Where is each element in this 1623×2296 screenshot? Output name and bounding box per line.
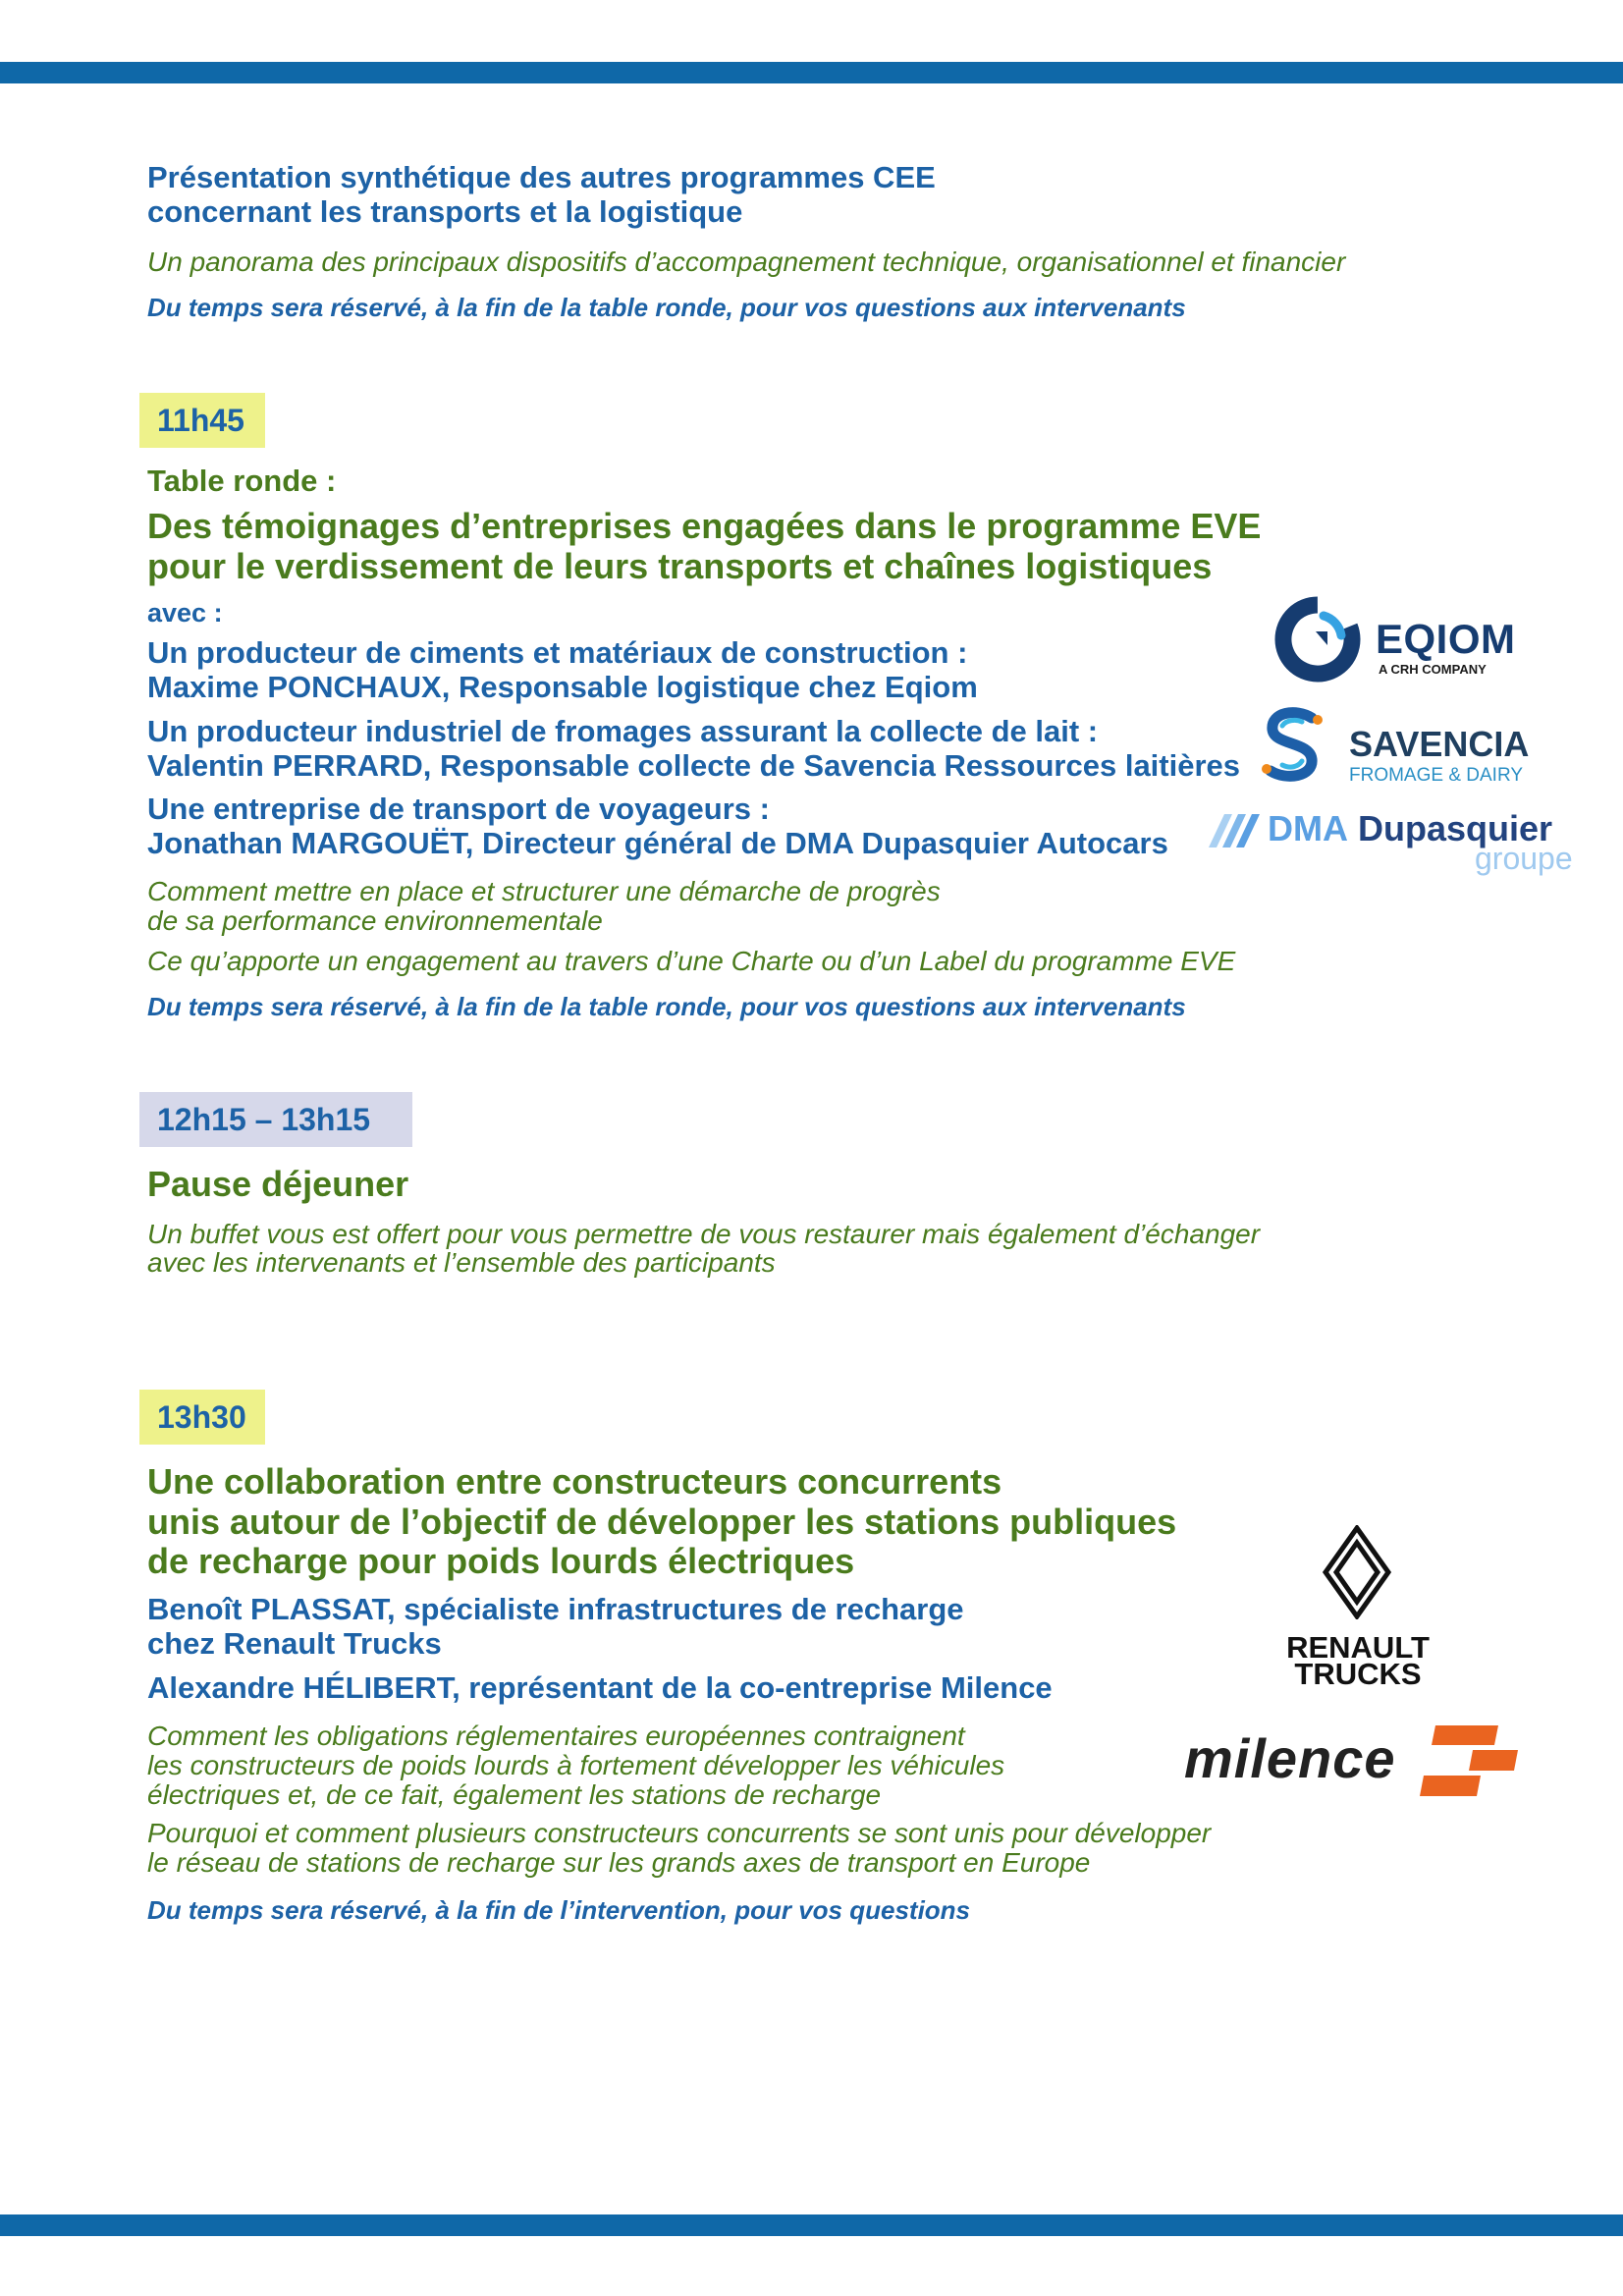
intro-title-line: Présentation synthétique des autres programmes CEE xyxy=(147,160,936,194)
topic-line: le réseau de stations de recharge sur les grands axes de transport en Europe xyxy=(147,1847,1091,1878)
topic-line: Comment les obligations réglementaires européennes contraignent xyxy=(147,1721,965,1751)
eqiom-wordmark: EQIOM xyxy=(1376,616,1516,662)
with-label: avec : xyxy=(147,598,223,628)
speaker-name: Valentin PERRARD, Responsable collecte de Savencia Ressources laitières xyxy=(147,747,1241,783)
topic-line: les constructeurs de poids lourds à fortement développer les véhicules xyxy=(147,1750,1005,1780)
time-badge-1145: 11h45 xyxy=(139,393,265,448)
eqiom-tagline: A CRH COMPANY xyxy=(1379,662,1487,677)
savencia-wordmark: SAVENCIA xyxy=(1349,724,1530,764)
topic-line: électriques et, de ce fait, également les stations de recharge xyxy=(147,1779,882,1810)
savencia-s-icon xyxy=(1253,706,1331,783)
dma-prefix: DMA xyxy=(1268,808,1348,848)
session-1330-title xyxy=(147,1462,1176,1582)
eqiom-ring-icon xyxy=(1274,596,1361,683)
topic-line: de sa performance environnementale xyxy=(147,905,603,936)
session-kicker: Table ronde : xyxy=(147,464,337,498)
session-1330-topic xyxy=(147,1819,1211,1878)
savencia-tagline: FROMAGE & DAIRY xyxy=(1349,765,1524,786)
session-title-line: Une collaboration entre constructeurs concurrents xyxy=(147,1461,1002,1502)
intro-title-line: concernant les transports et la logistique xyxy=(147,193,743,229)
top-brand-bar xyxy=(0,62,1623,83)
topic-line: Comment mettre en place et structurer une démarche de progrès xyxy=(147,876,941,906)
session-1145-questions-note: Du temps sera réservé, à la fin de la table ronde, pour vos questions aux intervenants xyxy=(147,992,1186,1021)
session-1145-topic xyxy=(147,877,941,936)
speaker-line: Alexandre HÉLIBERT, représentant de la co-entreprise Milence xyxy=(147,1670,1053,1705)
speaker-line: chez Renault Trucks xyxy=(147,1625,442,1661)
lunch-title: Pause déjeuner xyxy=(147,1164,409,1204)
lunch-description-line: avec les intervenants et l’ensemble des participants xyxy=(147,1246,776,1278)
session-title-line: pour le verdissement de leurs transports et chaînes logistiques xyxy=(147,545,1213,586)
lunch-description xyxy=(147,1221,1260,1277)
speaker-name: Jonathan MARGOUËT, Directeur général de DMA Dupasquier Autocars xyxy=(147,825,1168,860)
bottom-brand-bar xyxy=(0,2214,1623,2236)
speaker-savencia xyxy=(147,715,1240,783)
topic-line: Pourquoi et comment plusieurs constructeurs concurrents se sont unis pour développer xyxy=(147,1818,1212,1848)
dma-stripes-icon xyxy=(1209,814,1268,847)
renault-diamond-icon xyxy=(1322,1525,1392,1619)
renault-trucks-wordmark xyxy=(1273,1630,1442,1691)
milence-mark-icon xyxy=(1420,1725,1518,1796)
speaker-line: Benoît PLASSAT, spécialiste infrastructures de recharge xyxy=(147,1592,964,1626)
renault-wordmark-line: RENAULT xyxy=(1286,1630,1430,1665)
speaker-renault xyxy=(147,1593,964,1661)
speaker-milence xyxy=(147,1671,1053,1706)
dma-wordmark: Dupasquier xyxy=(1358,808,1553,848)
speaker-role: Un producteur de ciments et matériaux de construction : xyxy=(147,635,968,670)
session-1330-questions-note: Du temps sera réservé, à la fin de l’intervention, pour vos questions xyxy=(147,1895,971,1925)
intro-questions-note: Du temps sera réservé, à la fin de la table ronde, pour vos questions aux intervenants xyxy=(147,293,1186,322)
speaker-dma xyxy=(147,793,1168,860)
dma-suffix: groupe xyxy=(1475,841,1573,876)
session-1145-topic xyxy=(147,947,1235,976)
session-title-line: de recharge pour poids lourds électriques xyxy=(147,1541,855,1581)
speaker-role: Un producteur industriel de fromages assurant la collecte de lait : xyxy=(147,714,1099,748)
session-1330-topic xyxy=(147,1722,1004,1810)
renault-wordmark-line: TRUCKS xyxy=(1294,1657,1422,1691)
milence-wordmark: milence xyxy=(1184,1727,1396,1789)
time-badge-lunch: 12h15 – 13h15 xyxy=(139,1092,412,1147)
speaker-role: Une entreprise de transport de voyageurs : xyxy=(147,792,770,826)
time-badge-1330: 13h30 xyxy=(139,1390,265,1445)
session-title-line: unis autour de l’objectif de développer les stations publiques xyxy=(147,1501,1177,1542)
speaker-name: Maxime PONCHAUX, Responsable logistique chez Eqiom xyxy=(147,669,978,704)
lunch-description-line: Un buffet vous est offert pour vous permettre de vous restaurer mais également d’échanger xyxy=(147,1219,1261,1249)
speaker-eqiom xyxy=(147,636,978,704)
session-title-line: Des témoignages d’entreprises engagées dans le programme EVE xyxy=(147,506,1262,546)
intro-title xyxy=(147,161,936,229)
intro-summary: Un panorama des principaux dispositifs d’accompagnement technique, organisationnel et financier xyxy=(147,246,1346,277)
topic-line: Ce qu’apporte un engagement au travers d’une Charte ou d’un Label du programme EVE xyxy=(147,946,1236,976)
session-1145-title xyxy=(147,507,1261,586)
